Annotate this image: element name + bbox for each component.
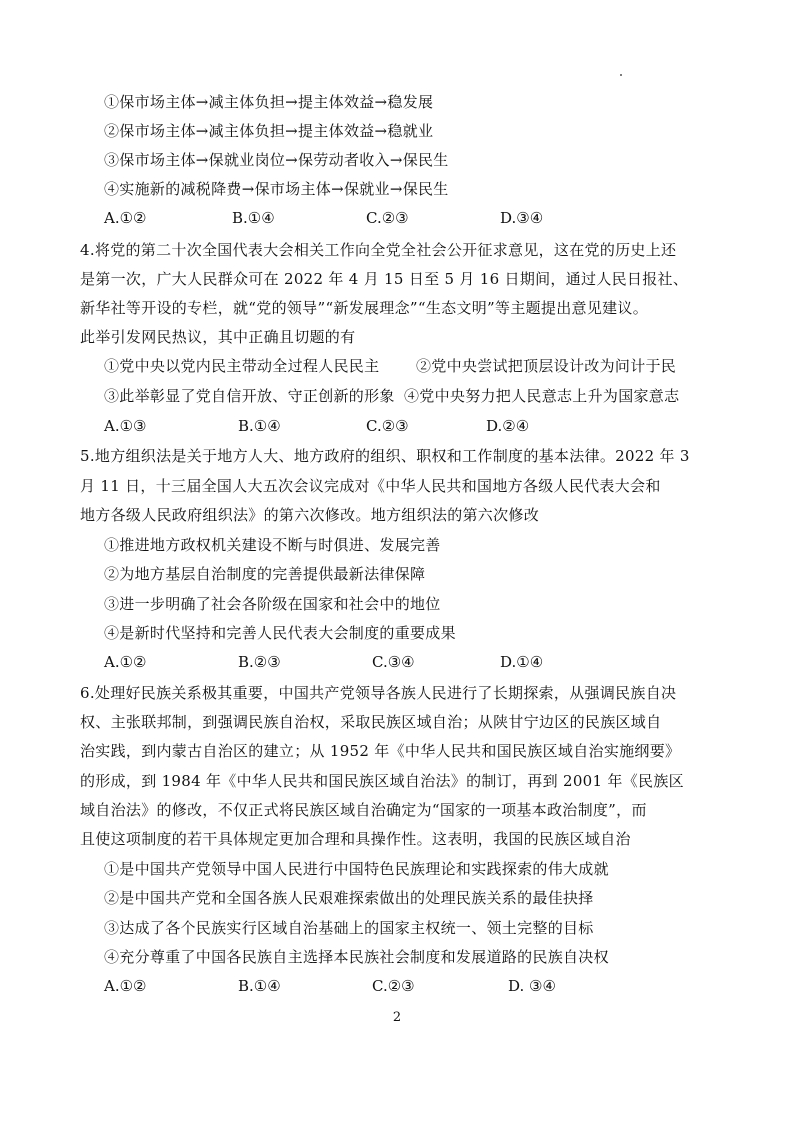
q5-option-c: C.③④ (372, 653, 415, 671)
q5-stem-line-3: 地方各级人民政府组织法》的第六次修改。地方组织法的第六次修改 (80, 506, 540, 524)
q6-stem-line-3: 治实践，到内蒙古自治区的建立；从 1952 年《中华人民共和国民族区域自治实施纲要》 (80, 742, 681, 760)
q6-option-b: B.①④ (238, 977, 281, 995)
q4-option-c: C.②③ (366, 417, 409, 435)
q6-stem-line-2: 权、主张联邦制，到强调民族自治权，采取民族区域自治；从陕甘宁边区的民族区域自 (80, 713, 662, 731)
question-6-options (104, 976, 704, 996)
q6-stem-line-1: 6.处理好民族关系极其重要，中国共产党领导各族人民进行了长期探索，从强调民族自决 (80, 684, 677, 702)
q5-item-4: ④是新时代坚持和完善人民代表大会制度的重要成果 (104, 624, 456, 642)
q3-option-a: A.①② (104, 209, 147, 227)
q6-option-c: C.②③ (372, 977, 415, 995)
q3-item-1: ①保市场主体→减主体负担→提主体效益→稳发展 (104, 93, 434, 111)
q3-option-d: D.③④ (500, 209, 544, 227)
q3-option-b: B.①④ (232, 209, 275, 227)
q6-option-a: A.①② (104, 977, 147, 995)
q4-items-row-2 (104, 386, 724, 406)
question-4-options (104, 416, 704, 436)
q5-item-3: ③进一步明确了社会各阶级在国家和社会中的地位 (104, 595, 441, 613)
q3-item-3: ③保市场主体→保就业岗位→保劳动者收入→保民生 (104, 151, 449, 169)
scan-speck (620, 74, 622, 76)
q4-stem-line-1: 4.将党的第二十次全国代表大会相关工作向全党全社会公开征求意见，这在党的历史上还 (80, 241, 677, 259)
q6-option-d: D. ③④ (508, 977, 556, 995)
q4-stem-line-2: 是第一次，广大人民群众可在 2022 年 4 月 15 日至 5 月 16 日期间，通过人民日报社、 (80, 270, 689, 288)
q4-item-2: ②党中央尝试把顶层设计改为问计于民 (416, 357, 677, 375)
q6-item-2: ②是中国共产党和全国各族人民艰难探索做出的处理民族关系的最佳抉择 (104, 889, 594, 907)
q4-items-row-1 (104, 356, 724, 376)
question-5-options (104, 652, 704, 672)
q4-item-1: ①党中央以党内民主带动全过程人民民主 (104, 357, 380, 375)
q4-option-a: A.①③ (104, 417, 147, 435)
q5-stem-line-1: 5.地方组织法是关于地方人大、地方政府的组织、职权和工作制度的基本法律。2022 年 3 (80, 447, 690, 465)
q3-option-c: C.②③ (366, 209, 409, 227)
q5-option-a: A.①② (104, 653, 147, 671)
q6-item-1: ①是中国共产党领导中国人民进行中国特色民族理论和实践探索的伟大成就 (104, 860, 609, 878)
q5-option-b: B.②③ (238, 653, 281, 671)
q4-option-d: D.②④ (486, 417, 530, 435)
q6-stem-line-4: 的形成，到 1984 年《中华人民共和国民族区域自治法》的制订，再到 2001 年《民族区 (80, 772, 684, 790)
q4-stem-line-4: 此举引发网民热议，其中正确且切题的有 (80, 328, 356, 346)
q4-stem-line-3: 新华社等开设的专栏，就“党的领导”“新发展理念”“生态文明”等主题提出意见建议。 (80, 299, 649, 317)
question-3-options (104, 208, 704, 228)
q5-option-d: D.①④ (500, 653, 544, 671)
page-number: 2 (392, 1010, 402, 1025)
q3-item-4: ④实施新的减税降费→保市场主体→保就业→保民生 (104, 180, 449, 198)
q5-item-1: ①推进地方政权机关建设不断与时俱进、发展完善 (104, 536, 441, 554)
q6-stem-line-5: 域自治法》的修改，不仅正式将民族区域自治确定为“国家的一项基本政治制度”，而 (80, 801, 647, 819)
q6-item-3: ③达成了各个民族实行区域自治基础上的国家主权统一、领土完整的目标 (104, 919, 594, 937)
q4-item-3: ③此举彰显了党自信开放、守正创新的形象 (104, 387, 395, 405)
q5-item-2: ②为地方基层自治制度的完善提供最新法律保障 (104, 565, 426, 583)
q4-option-b: B.①④ (238, 417, 281, 435)
q6-item-4: ④充分尊重了中国各民族自主选择本民族社会制度和发展道路的民族自决权 (104, 948, 609, 966)
q3-item-2: ②保市场主体→减主体负担→提主体效益→稳就业 (104, 122, 434, 140)
q4-item-4: ④党中央努力把人民意志上升为国家意志 (404, 387, 680, 405)
q5-stem-line-2: 月 11 日，十三届全国人大五次会议完成对《中华人民共和国地方各级人民代表大会和 (80, 477, 661, 495)
q6-stem-line-6: 且使这项制度的若干具体规定更加合理和具操作性。这表明，我国的民族区域自治 (80, 830, 631, 848)
